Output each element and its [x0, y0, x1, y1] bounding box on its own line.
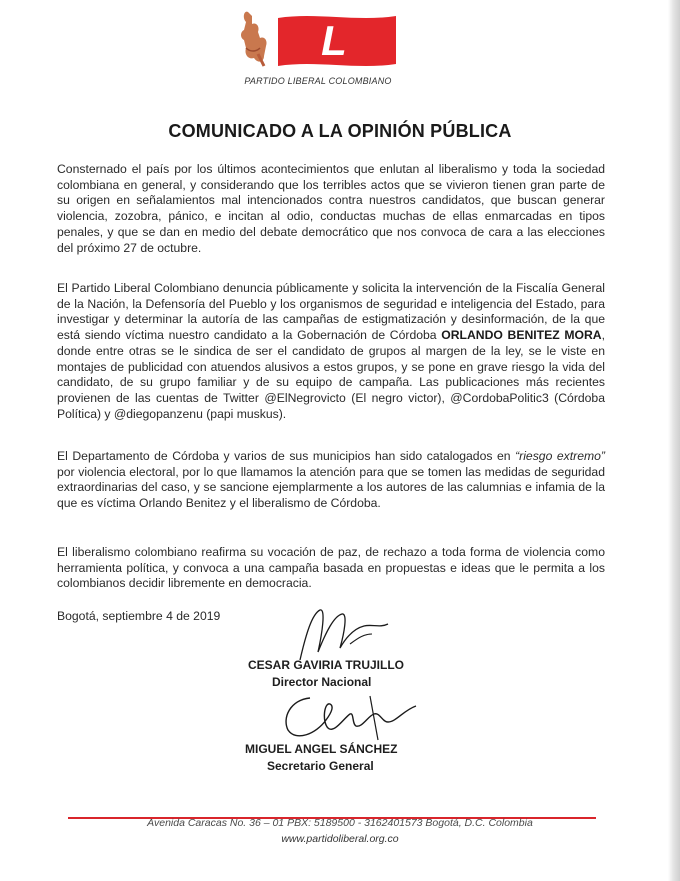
paragraph-1: Consternado el país por los últimos acontecimientos que enlutan al liberalismo y toda la sociedad colombiana en general, y considerando que los terribles actos que se vivieron tienen gran parte de su origen en señalamientos mal intencionados contra nuestros candidatos, que buscan generar violencia, zozobra, pánico, e incitan al odio, conductas muchas de ellas enmarcadas en tipos penales, y que se dan en medio del debate democrático que nos convoca de cara a las elecciones del próximo 27 de octubre. — [57, 162, 605, 255]
risk-label: “riesgo extremo” — [515, 449, 605, 463]
paragraph-2 — [57, 281, 605, 422]
signatory-2-name: MIGUEL ANGEL SÁNCHEZ — [245, 742, 398, 756]
raised-hand-icon — [234, 8, 270, 68]
footer-website: www.partidoliberal.org.co — [281, 833, 399, 845]
paragraph-4: El liberalismo colombiano reafirma su vocación de paz, de rechazo a toda forma de violencia como herramienta política, y convoca a una campaña basada en propuestas e ideas que le permita a los colombianos decidir libremente en democracia. — [57, 545, 605, 591]
paragraph-3 — [57, 449, 605, 512]
page-edge-shadow — [668, 0, 680, 881]
candidate-name: ORLANDO BENITEZ MORA — [441, 328, 602, 343]
paragraph-3-start: El Departamento de Córdoba y varios de sus municipios han sido catalogados en — [57, 449, 511, 463]
party-name: PARTIDO LIBERAL COLOMBIANO — [244, 76, 392, 86]
party-logo — [228, 6, 408, 86]
signatory-2-role: Secretario General — [267, 759, 374, 773]
document-date: Bogotá, septiembre 4 de 2019 — [57, 609, 221, 623]
signatory-1-name: CESAR GAVIRIA TRUJILLO — [248, 658, 405, 672]
footer-address: Avenida Caracas No. 36 – 01 PBX: 5189500 - 3162401573 Bogotá, D.C. Colombia — [147, 817, 533, 829]
logo-letter: L — [321, 17, 347, 64]
signatory-1 — [248, 657, 508, 691]
paragraph-2-end: , donde entre otras se le sindica de ser el candidato de grupos al margen de la ley, se le viste en montajes de publicidad con atuendos alusivos a estos grupos, y se pone en grave riesgo la vida del candidato, de su grupo familiar y de su equipo de campaña. Las publicaciones más recientes provienen de las cuentas de Twitter @ElNegrovicto (El negro victor), @CordobaPolitic3 (Córdoba Política) y @diegopanzenu (papi muskus). — [57, 328, 605, 421]
paragraph-2-start: El Partido Liberal Colombiano denuncia públicamente y solicita la intervención de la Fiscalía General de la Nación, la Defensoría del Pueblo y los organismos de seguridad e inteligencia del Estado, para investigar y determinar la autoría de las campañas de estigmatización y desinformación, de la que está siendo víctima nuestro candidato a la Gobernación de Córdoba — [57, 281, 605, 343]
red-flag-icon — [276, 12, 398, 70]
paragraph-3-end: por violencia electoral, por lo que llamamos la atención para que se tomen las medidas de seguridad extraordinarias del caso, y se sancione ejemplarmente a los autores de las calumnias e infamia de la que es víctima Orlando Benitez y el liberalismo de Córdoba. — [57, 464, 605, 511]
signature-2 — [270, 688, 420, 748]
signatory-2 — [245, 741, 505, 775]
signatory-1-role: Director Nacional — [272, 675, 372, 689]
page-title: COMUNICADO A LA OPINIÓN PÚBLICA — [168, 121, 512, 141]
